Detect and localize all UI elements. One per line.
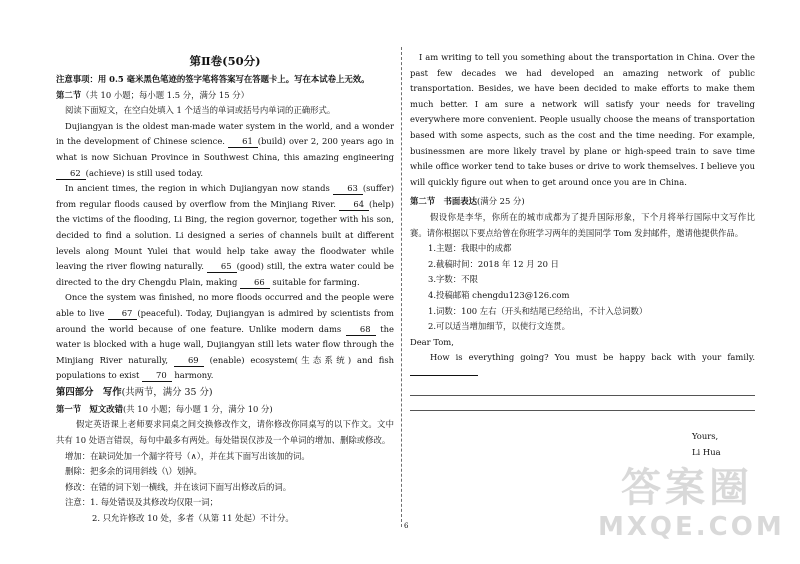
list-item: 2.可以适当增加细节，以使行文连贯。 <box>428 321 570 332</box>
blank-63: 63 <box>333 183 363 195</box>
writing-prompt: 假设你是李华，你所在的城市成都为了提升国际形象，下个月将举行国际中文写作比赛。请你根据以下要点给曾在你班学习两年的美国同学 Tom 发封邮件，邀请他提供作品。 <box>410 211 755 238</box>
passage-text: (peaceful). Today, Dujiangyan is admired by scientists from around the world because of one feature. Unlike modern dams <box>56 307 394 334</box>
writing-line[interactable] <box>410 366 478 376</box>
passage-text: Dujiangyan is the oldest man-made water system in the world, and a wonder in the development of Chinese science. <box>56 120 394 147</box>
notice-text: 注意事项：用 0.5 毫米黑色笔迹的签字笔将答案写在答题卡上。写在本试卷上无效。 <box>56 74 370 84</box>
watermark <box>598 464 785 544</box>
section2-rule: （共 10 小题；每小题 1.5 分，满分 15 分） <box>81 89 249 100</box>
part4-header <box>56 384 394 402</box>
letter-salutation: Dear Tom, <box>410 336 454 347</box>
list-item: 3.字数：不限 <box>428 274 478 285</box>
sec1-rule: (共 10 小题；每小题 1 分，满分 10 分) <box>123 403 273 414</box>
sec1-heading: 第一节 短文改错 <box>56 403 123 414</box>
notice <box>56 72 394 88</box>
blank-65: 65 <box>207 261 237 273</box>
note-1: 注意：1. 每处错误及其修改均仅限一词； <box>65 497 219 508</box>
passage-text: the water is blocked with a huge wall, Dujiangyan still lets water flow through the Minjiang River naturally, <box>56 323 394 365</box>
passage-text: In ancient times, the region in which Dujiangyan now stands <box>65 183 330 194</box>
passage-text: (help) the victims of the flooding, Li Bing, the region governor, together with his son, decided to find a solution. Li designed a series of channels built at different levels along Mount Yulei that would help take away the floodwater while leaving the river flowing naturally. <box>56 198 394 272</box>
list-item: 1.主题：我眼中的成都 <box>428 243 512 254</box>
rule-add: 增加：在缺词处加一个漏字符号（∧），并在其下面写出该加的词。 <box>65 450 310 461</box>
passage-text: (achieve) is still used today. <box>85 167 203 178</box>
blank-70: 70 <box>142 370 172 382</box>
passage-paragraph-1 <box>56 119 394 181</box>
writing-line[interactable] <box>410 381 755 396</box>
passage-paragraph-3 <box>56 290 394 384</box>
sec1-header <box>56 402 394 418</box>
blank-64: 64 <box>339 199 369 211</box>
spacer <box>410 411 755 429</box>
passage-text: (enable) ecosystem(生态系统) and fish populations to exist <box>56 354 395 381</box>
rule-modify: 修改：在错的词下划一横线，并在该词下面写出修改后的词。 <box>65 481 292 492</box>
blank-69: 69 <box>174 355 204 367</box>
sec2-heading: 第二节 书面表达 <box>410 196 477 207</box>
key-points <box>410 241 755 303</box>
letter-opening <box>410 350 755 381</box>
writing-notes <box>410 304 755 335</box>
note-2: 2. 只允许修改 10 处，多者（从第 11 处起）不计分。 <box>92 513 294 524</box>
sec1-instruction: 假定英语课上老师要求同桌之间交换修改作文，请你修改你同桌写的以下作文。文中共有 10 处语言错误，每句中最多有两处。每处错误仅涉及一个单词的增加、删除或修改。 <box>56 419 394 446</box>
watermark-site: MXQE.COM <box>598 512 785 542</box>
right-column <box>410 50 755 461</box>
passage-text: harmony. <box>174 370 214 381</box>
page-number: 6 <box>404 522 409 530</box>
writing-line[interactable] <box>410 396 755 411</box>
left-column <box>56 50 394 527</box>
section2-instruction: 阅读下面短文，在空白处填入 1 个适当的单词或括号内单词的正确形式。 <box>65 105 336 116</box>
blank-61: 61 <box>228 136 258 148</box>
list-item: 4.投稿邮箱 chengdu123@126.com <box>428 289 570 300</box>
section2-header <box>56 88 394 104</box>
watermark-logo: 答案圈 <box>621 465 753 511</box>
blank-66: 66 <box>240 277 270 289</box>
column-divider <box>401 47 402 527</box>
list-item: 1.词数：100 左右（开头和结尾已经给出，不计入总词数） <box>428 305 648 316</box>
letter-signature: Li Hua <box>692 447 721 458</box>
blank-67: 67 <box>108 308 138 320</box>
part4-rule: (共两节，满分 35 分) <box>121 386 213 398</box>
section-title: 第Ⅱ卷(50分) <box>189 54 261 68</box>
passage-text: (build) over 2, 200 years ago in what is now Sichuan Province in Southwest China, this amazing engineering <box>56 136 394 162</box>
letter-opening-text: How is everything going? You must be happy back with your family. <box>430 352 755 363</box>
passage-text: suitable for farming. <box>272 276 360 287</box>
blank-68: 68 <box>346 324 376 336</box>
blank-62: 62 <box>56 168 86 180</box>
essay-passage: I am writing to tell you something about the transportation in China. Over the past few decades we had developed an amazing network of public transportation. Besides, we have been decided to make efforts to make them much better. I am sure a network will satisfy your needs for traveling everywhere more convenient. People usually choose the means of transportation based with some aspects, such as the cost and the time needing. For example, businessmen are more likely travel by plane or high-speed train to save time while office worker tend to take buses or drive to work themselves. I believe you will quickly figure out when to get around once you are in China. <box>410 52 755 187</box>
list-item: 2.截稿时间：2018 年 12 月 20 日 <box>428 258 559 269</box>
passage-text: (good) still, the extra water could be directed to the dry Chengdu Plain, making <box>56 261 394 287</box>
passage-text: (suffer) from regular floods caused by overflow from the Minjiang River. <box>56 183 394 209</box>
part4-heading: 第四部分 写作 <box>56 386 122 398</box>
letter-closing: Yours, <box>692 431 719 442</box>
section2-heading: 第二节 <box>56 89 82 100</box>
sec2-header <box>410 194 755 210</box>
passage-text: Once the system was finished, no more floods occurred and the people were able to live <box>56 292 394 318</box>
rule-delete: 删除：把多余的词用斜线（\）划掉。 <box>65 466 202 477</box>
sec2-rule: (满分 25 分) <box>477 196 525 207</box>
passage-paragraph-2 <box>56 181 394 290</box>
